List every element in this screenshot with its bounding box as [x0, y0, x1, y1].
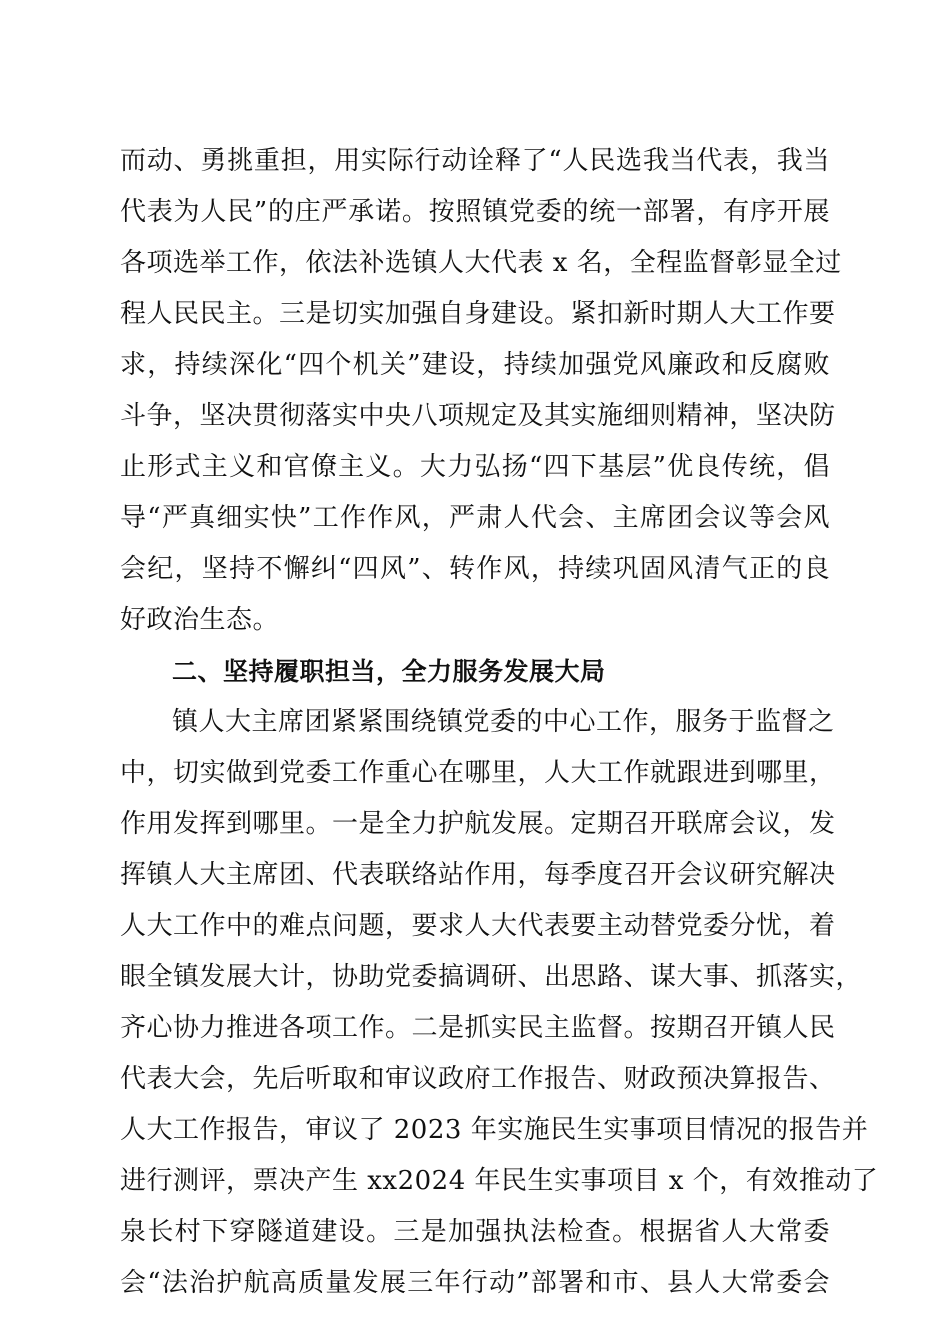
paragraph-self-building: [120, 136, 842, 646]
text-line: 而动、勇挑重担，用实际行动诠释了“人民选我当代表，我当: [120, 146, 830, 176]
text-line: 好政治生态。: [120, 605, 280, 635]
text-line: 导“严真细实快”工作作风，严肃人代会、主席团会议等会风: [120, 503, 830, 533]
text-line: 斗争，坚决贯彻落实中央八项规定及其实施细则精神，坚决防: [120, 401, 836, 431]
text-line: 泉长村下穿隧道建设。三是加强执法检查。根据省人大常委: [120, 1217, 830, 1247]
text-line: 止形式主义和官僚主义。大力弘扬“四下基层”优良传统，倡: [120, 452, 830, 482]
text-line: 作用发挥到哪里。一是全力护航发展。定期召开联席会议，发: [120, 809, 836, 839]
text-line: 眼全镇发展大计，协助党委搞调研、出思路、谋大事、抓落实，: [120, 962, 863, 992]
text-line: 人大工作中的难点问题，要求人大代表要主动替党委分忧，着: [120, 911, 836, 941]
text-line: 会纪，坚持不懈纠“四风”、转作风，持续巩固风清气正的良: [120, 554, 830, 584]
text-line: 代表为人民”的庄严承诺。按照镇党委的统一部署，有序开展: [120, 197, 830, 227]
text-line: 镇人大主席团紧紧围绕镇党委的中心工作，服务于监督之: [172, 707, 835, 737]
text-line: 齐心协力推进各项工作。二是抓实民主监督。按期召开镇人民: [120, 1013, 836, 1043]
text-line: 进行测评，票决产生 xx2024 年民生实事项目 x 个，有效推动了: [120, 1166, 879, 1196]
text-line: 求，持续深化“四个机关”建设，持续加强党风廉政和反腐败: [120, 350, 830, 380]
text-line: 中，切实做到党委工作重心在哪里，人大工作就跟进到哪里，: [120, 758, 836, 788]
text-line: 人大工作报告，审议了 2023 年实施民生实事项目情况的报告并: [120, 1115, 869, 1145]
document-body: [120, 136, 879, 1309]
section-heading: 二、坚持履职担当，全力服务发展大局: [172, 657, 606, 686]
text-line: 挥镇人大主席团、代表联络站作用，每季度召开会议研究解决: [120, 860, 836, 890]
text-line: 各项选举工作，依法补选镇人大代表 x 名，全程监督彰显全过: [120, 248, 842, 278]
text-line: 程人民民主。三是切实加强自身建设。紧扣新时期人大工作要: [120, 299, 836, 329]
text-line: 会“法治护航高质量发展三年行动”部署和市、县人大常委会: [120, 1268, 830, 1298]
paragraph-serve-development: [120, 697, 879, 1309]
text-line: 代表大会，先后听取和审议政府工作报告、财政预决算报告、: [120, 1064, 836, 1094]
